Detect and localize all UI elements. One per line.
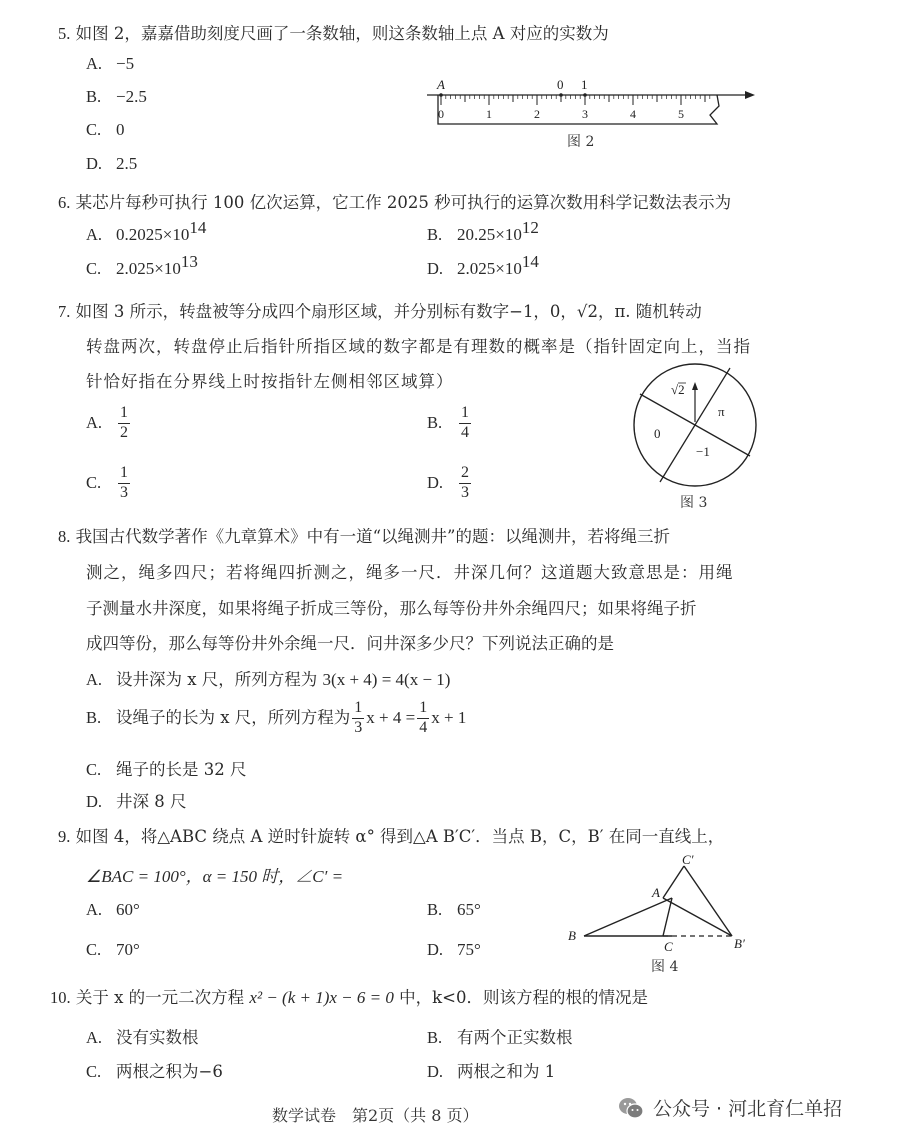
option-value: 0 — [116, 120, 125, 139]
question-text: 关于 x 的一元二次方程 — [75, 988, 250, 1007]
option-label: C. — [86, 940, 102, 959]
option-value: −2.5 — [116, 87, 147, 106]
option-label: C. — [86, 259, 102, 278]
q7-option-d[interactable] — [427, 465, 473, 502]
q9-option-d[interactable] — [427, 940, 481, 960]
question-8-stem-line-3: 子测量水井深度，如果将绳子折成三等份，那么每等份井外余绳四尺；如果将绳子折 — [86, 599, 697, 618]
option-text: 设井深为 x 尺，所列方程为 — [116, 670, 323, 689]
figure-3-spinner — [630, 360, 760, 490]
option-label: B. — [86, 87, 102, 106]
question-7-stem-line-3: 针恰好指在分界线上时按指针左侧相邻区域算） — [86, 372, 454, 391]
option-label: C. — [86, 472, 102, 492]
figure-4-caption: 图 4 — [651, 959, 679, 975]
option-label: A. — [86, 670, 103, 689]
q9-option-b[interactable] — [427, 900, 481, 920]
option-label: D. — [86, 154, 103, 173]
option-equation: 3(x + 4) = 4(x − 1) — [322, 670, 451, 689]
equation-part: x + 4 = — [366, 707, 416, 727]
question-7-stem-line-1 — [58, 298, 702, 322]
option-exponent: 14 — [189, 218, 207, 237]
pointer-arrow-icon — [692, 382, 698, 390]
option-fraction: $\frac{2}{3}$ — [461, 464, 469, 501]
option-text: 设绳子的长为 x 尺，所列方程为 — [116, 707, 351, 727]
question-number: 9. — [58, 827, 71, 846]
q6-option-c[interactable] — [86, 252, 198, 279]
figure-4-triangles — [560, 850, 770, 960]
svg-text:C′: C′ — [682, 852, 694, 867]
watermark-text: 公众号 · 河北育仁单招 — [653, 1098, 843, 1120]
question-8-stem-line-2: 测之，绳多四尺；若将绳四折测之，绳多一尺．井深几何？这道题大致意思是：用绳 — [86, 563, 734, 582]
question-5-stem — [58, 20, 609, 44]
question-10-stem — [50, 984, 648, 1008]
svg-text:π: π — [718, 404, 725, 419]
question-9-stem-line-1 — [58, 823, 724, 847]
fraction: $\frac{1}{4}$ — [419, 699, 428, 736]
option-text: 没有实数根 — [116, 1028, 199, 1047]
svg-text:C: C — [664, 939, 673, 954]
question-7-stem-line-2: 转盘两次，转盘停止后指针所指区域的数字都是有理数的概率是（指针固定向上，当指 — [86, 337, 751, 356]
option-label: A. — [86, 54, 103, 73]
option-value: 60° — [116, 900, 140, 919]
q6-option-b[interactable] — [427, 218, 539, 245]
svg-text:2: 2 — [534, 107, 540, 121]
option-fraction: $\frac{1}{3}$ — [120, 464, 128, 501]
option-label: D. — [86, 792, 103, 811]
option-label: B. — [86, 707, 102, 727]
question-9-stem-line-2: ∠BAC = 100°，α = 150 时，∠C′ = — [86, 867, 344, 886]
svg-text:A: A — [652, 885, 660, 900]
question-number: 8. — [58, 527, 71, 546]
question-text: 如图 2，嘉嘉借助刻度尺画了一条数轴，则这条数轴上点 A 对应的实数为 — [75, 24, 609, 43]
q7-option-a[interactable] — [86, 405, 132, 442]
option-mantissa: 2.025×10 — [457, 259, 522, 278]
question-text: 某芯片每秒可执行 100 亿次运算，它工作 2025 秒可执行的运算次数用科学记数法表示为 — [75, 193, 732, 212]
q10-option-b[interactable] — [427, 1024, 573, 1048]
q8-option-b[interactable] — [86, 700, 466, 737]
question-text: 如图 3 所示，转盘被等分成四个扇形区域，并分别标有数字−1，0，√2，π. 随机转动 — [75, 302, 702, 321]
svg-text:−1: −1 — [696, 444, 710, 459]
option-text: 两根之和为 1 — [457, 1062, 556, 1081]
option-label: C. — [86, 1062, 102, 1081]
question-number: 10. — [50, 988, 71, 1007]
equation-part: x + 1 — [431, 707, 467, 727]
q10-option-d[interactable] — [427, 1058, 555, 1082]
question-equation: x² − (k + 1)x − 6 = 0 — [249, 988, 394, 1007]
q5-option-b[interactable] — [86, 87, 147, 107]
option-exponent: 13 — [180, 252, 198, 271]
option-text: 井深 8 尺 — [116, 792, 187, 811]
svg-text:4: 4 — [630, 107, 636, 121]
point-a-label: A — [437, 77, 445, 92]
option-mantissa: 20.25×10 — [457, 225, 522, 244]
question-number: 5. — [58, 24, 71, 43]
option-exponent: 12 — [521, 218, 539, 237]
option-fraction: $\frac{1}{2}$ — [120, 404, 128, 441]
option-label: C. — [86, 120, 102, 139]
question-text: 我国古代数学著作《九章算术》中有一道“以绳测井”的题：以绳测井，若将绳三折 — [75, 527, 670, 546]
q8-option-c[interactable] — [86, 756, 247, 780]
q6-option-a[interactable] — [86, 218, 207, 245]
question-text: 中，k<0．则该方程的根的情况是 — [393, 988, 648, 1007]
option-value: 75° — [457, 940, 481, 959]
option-label: D. — [427, 259, 444, 278]
page-footer: 数学试卷 第2页（共 8 页） — [272, 1106, 479, 1125]
q5-option-d[interactable] — [86, 154, 137, 174]
option-text: 两根之积为−6 — [116, 1062, 223, 1081]
option-label: B. — [427, 225, 443, 244]
question-8-stem-line-1 — [58, 523, 670, 547]
question-text: 如图 4，将△ABC 绕点 A 逆时针旋转 α° 得到△A B′C′．当点 B，C，B′ 在同一直线上， — [75, 827, 725, 846]
svg-text:B′: B′ — [734, 936, 745, 951]
svg-text:√2: √2 — [671, 382, 685, 397]
option-text: 有两个正实数根 — [457, 1028, 573, 1047]
option-mantissa: 0.2025×10 — [116, 225, 190, 244]
q5-option-a[interactable] — [86, 54, 134, 74]
option-label: D. — [427, 1062, 444, 1081]
fraction: $\frac{1}{3}$ — [354, 699, 363, 736]
svg-text:0: 0 — [438, 107, 444, 121]
option-label: D. — [427, 472, 444, 492]
figure-2-number-line — [425, 75, 765, 155]
svg-text:1: 1 — [581, 77, 588, 92]
option-mantissa: 2.025×10 — [116, 259, 181, 278]
svg-text:B: B — [568, 928, 576, 943]
svg-text:5: 5 — [678, 107, 684, 121]
option-label: A. — [86, 1028, 103, 1047]
svg-text:0: 0 — [557, 77, 564, 92]
q5-option-c[interactable] — [86, 120, 125, 140]
question-6-stem — [58, 189, 731, 213]
option-value: 70° — [116, 940, 140, 959]
option-value: 2.5 — [116, 154, 138, 173]
option-label: A. — [86, 225, 103, 244]
q9-option-c[interactable] — [86, 940, 140, 960]
question-number: 7. — [58, 302, 71, 321]
figure-3-caption: 图 3 — [680, 495, 708, 511]
q10-option-c[interactable] — [86, 1058, 223, 1082]
q8-option-d[interactable] — [86, 788, 187, 812]
option-text: 绳子的长是 32 尺 — [116, 760, 247, 779]
watermark — [617, 1094, 842, 1121]
option-exponent: 14 — [521, 252, 539, 271]
option-label: B. — [427, 1028, 443, 1047]
q6-option-d[interactable] — [427, 252, 539, 279]
figure-2-caption: 图 2 — [567, 134, 595, 150]
option-label: A. — [86, 900, 103, 919]
option-label: A. — [86, 412, 103, 432]
svg-text:1: 1 — [486, 107, 492, 121]
option-fraction: $\frac{1}{4}$ — [461, 404, 469, 441]
question-8-stem-line-4: 成四等份，那么每等份井外余绳一尺．问井深多少尺？下列说法正确的是 — [86, 634, 614, 653]
question-number: 6. — [58, 193, 71, 212]
svg-text:3: 3 — [582, 107, 588, 121]
wechat-icon — [617, 1096, 645, 1120]
option-value: −5 — [116, 54, 135, 73]
option-label: B. — [427, 900, 443, 919]
q9-option-a[interactable] — [86, 900, 140, 920]
option-label: B. — [427, 412, 443, 432]
option-label: C. — [86, 760, 102, 779]
option-label: D. — [427, 940, 444, 959]
q7-option-c[interactable] — [86, 465, 132, 502]
option-value: 65° — [457, 900, 481, 919]
q8-option-a[interactable] — [86, 666, 450, 690]
svg-text:0: 0 — [654, 426, 661, 441]
q7-option-b[interactable] — [427, 405, 473, 442]
q10-option-a[interactable] — [86, 1024, 199, 1048]
